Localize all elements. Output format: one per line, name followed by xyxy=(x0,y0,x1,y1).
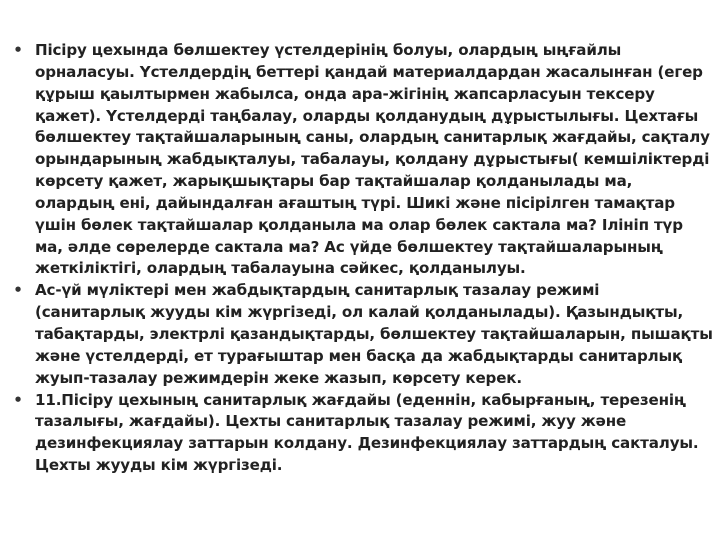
bullet-icon: • xyxy=(13,390,23,409)
bullet-text-1: Пісіру цехында бөлшектеу үстелдерінің болуы, олардың ыңғайлы орналасуы. Үстелдердің беттері қандай материалдардан жасалынған (егер құрыш қаылтырмен жабылса, онда ара-жігінің жапсарласуын тексеру қажет). Үстелдерді таңбалау, оларды қолданудың дұрыстылығы. Цехтағы бөлшектеу тақтайшаларының саны, олардың санитарлық жағдайы, сақталу орындарының жабдықталуы, табалауы, қолдану дұрыстығы( кемшіліктерді көрсету қажет, жарықшықтары бар тақтайшалар қолданылады ма, олардың ені, дайындалған ағаштың түрі. Шикі және пісірілген тамақтар үшін бөлек тақтайшалар қолданыла ма олар бөлек сактала ма? Ілініп түр ма, әлде сөрелерде сактала ма? Ас үйде бөлшектеу тақтайшаларының жеткіліктігі, олардың табалауына сәйкес, қолданылуы. xyxy=(35,41,710,278)
bullet-list xyxy=(8,40,714,477)
bullet-icon: • xyxy=(13,41,23,59)
bullet-text-3: 11.Пісіру цехының санитарлық жағдайы (еденнін, кабырғаның, терезенің тазалығы, жағдайы). Цехты санитарлық тазалау режимі, жуу және дезинфекциялау заттарын колдану. Дезинфекциялау заттардың сакталуы. Цехты жууды кім жүргізеді. xyxy=(35,390,699,475)
bullet-item-3 xyxy=(8,390,714,477)
bullet-item-2 xyxy=(8,280,714,389)
bullet-item-1 xyxy=(8,40,714,280)
bullet-icon: • xyxy=(13,281,23,300)
bullet-text-2: Ас-үй мүліктері мен жабдықтардың санитарлық тазалау режимі (санитарлық жууды кім жүргізеді, ол калай қолданылады). Қазындықты, табақтарды, электрлі қазандықтарды, бөлшектеу тақтайшаларын, пышақты және үстелдерді, ет турағыштар мен басқа да жабдықтарды санитарлық жуып-тазалау режимдерін жеке жазып, көрсету керек. xyxy=(35,281,713,387)
